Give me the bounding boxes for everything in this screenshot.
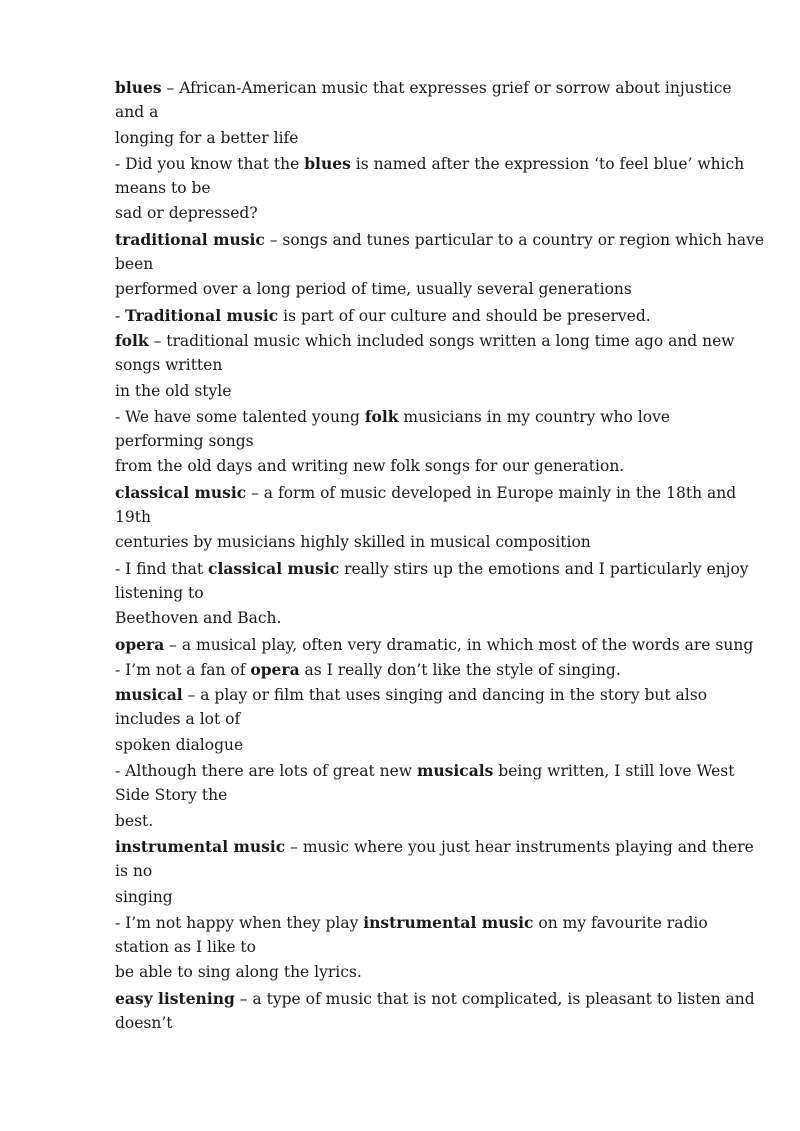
text-segment: musicians in my country who love bbox=[398, 407, 671, 426]
text-line bbox=[115, 328, 755, 353]
text-line bbox=[115, 885, 755, 910]
text-line bbox=[115, 910, 755, 935]
text-segment: is no bbox=[115, 862, 153, 881]
text-segment: being written, I still love West bbox=[493, 762, 735, 781]
text-segment: – a play or film that uses singing and dancing in the story but also bbox=[182, 686, 708, 705]
text-segment: Beethoven and Bach. bbox=[115, 609, 282, 628]
text-segment: – African-American music that expresses grief or sorrow about injustice bbox=[161, 79, 732, 97]
text-line bbox=[115, 227, 765, 252]
text-segment: be able to sing along the lyrics. bbox=[115, 963, 362, 982]
text-line bbox=[115, 379, 755, 404]
term-bold: blues bbox=[115, 78, 162, 97]
text-segment: sad or depressed? bbox=[115, 204, 258, 223]
text-line bbox=[115, 201, 755, 226]
text-segment: been bbox=[115, 255, 154, 274]
text-line bbox=[115, 176, 755, 201]
term-bold: musicals bbox=[416, 761, 494, 781]
text-segment: in the old style bbox=[115, 381, 232, 400]
text-line bbox=[115, 960, 755, 985]
term-bold: instrumental music bbox=[115, 836, 286, 856]
text-segment: – a musical play, often very dramatic, in which most of the words are sung bbox=[164, 635, 754, 654]
text-line bbox=[115, 353, 755, 378]
text-segment: - Did you know that the bbox=[115, 154, 305, 173]
text-line bbox=[115, 986, 755, 1011]
text-line bbox=[115, 126, 755, 151]
text-segment: - We have some talented young bbox=[115, 407, 365, 426]
term-bold: Traditional music bbox=[125, 305, 279, 325]
text-segment: is named after the expression ‘to feel blue’ which bbox=[350, 154, 745, 173]
text-line bbox=[115, 75, 755, 100]
text-segment: and a bbox=[115, 103, 159, 122]
text-segment: as I really don’t like the style of singing. bbox=[299, 660, 621, 679]
text-segment: - I find that bbox=[115, 559, 208, 578]
text-line bbox=[115, 530, 755, 555]
text-segment: on my favourite radio bbox=[533, 913, 708, 932]
text-line bbox=[115, 454, 755, 479]
text-line bbox=[115, 707, 755, 732]
text-line bbox=[115, 809, 755, 834]
text-segment: - I’m not happy when they play bbox=[115, 913, 364, 932]
text-segment: – a type of music that is not complicated, is pleasant to listen and bbox=[234, 989, 755, 1008]
text-line bbox=[115, 556, 755, 581]
term-bold: opera bbox=[250, 659, 300, 679]
text-segment: from the old days and writing new folk songs for our generation. bbox=[115, 457, 625, 476]
term-bold: classical music bbox=[208, 558, 340, 578]
term-bold: instrumental music bbox=[363, 912, 534, 932]
text-segment: includes a lot of bbox=[115, 710, 241, 729]
text-segment: best. bbox=[115, 811, 154, 830]
text-line bbox=[115, 733, 755, 758]
text-segment: station as I like to bbox=[115, 938, 256, 957]
term-bold: musical bbox=[115, 685, 183, 705]
text-line bbox=[115, 480, 755, 505]
text-segment: centuries by musicians highly skilled in musical composition bbox=[115, 533, 591, 552]
text-segment: 19th bbox=[115, 508, 151, 527]
term-bold: traditional music bbox=[115, 229, 265, 249]
term-bold: opera bbox=[115, 634, 165, 654]
text-segment: performed over a long period of time, usually several generations bbox=[115, 280, 632, 299]
term-bold: folk bbox=[364, 406, 399, 426]
text-line bbox=[115, 783, 755, 808]
text-line bbox=[115, 834, 755, 859]
text-segment: – a form of music developed in Europe mainly in the 18th and bbox=[246, 483, 737, 502]
term-bold: folk bbox=[115, 330, 149, 350]
term-bold: classical music bbox=[115, 482, 247, 502]
text-line bbox=[115, 859, 755, 884]
text-segment: singing bbox=[115, 887, 173, 906]
text-segment: – traditional music which included songs written a long time ago and new bbox=[148, 331, 735, 350]
text-line bbox=[115, 758, 755, 783]
text-line bbox=[115, 606, 755, 631]
text-line bbox=[115, 581, 755, 606]
text-line bbox=[115, 935, 755, 960]
text-segment: – music where you just hear instruments playing and there bbox=[285, 837, 754, 856]
text-segment: - I’m not a fan of bbox=[115, 660, 251, 679]
text-segment: Side Story the bbox=[115, 786, 228, 805]
term-bold: easy listening bbox=[115, 988, 235, 1008]
text-segment: - Although there are lots of great new bbox=[115, 762, 417, 781]
text-segment: doesn’t bbox=[115, 1013, 173, 1032]
text-segment: songs written bbox=[115, 356, 223, 375]
document-page bbox=[115, 75, 765, 1036]
text-line bbox=[115, 151, 755, 176]
text-line bbox=[115, 1011, 755, 1036]
text-segment: is part of our culture and should be preserved. bbox=[278, 306, 651, 325]
text-line bbox=[115, 505, 755, 530]
text-segment: - bbox=[115, 306, 126, 325]
text-segment: performing songs bbox=[115, 432, 254, 451]
text-line bbox=[115, 277, 755, 302]
text-segment: listening to bbox=[115, 583, 204, 602]
text-segment: really stirs up the emotions and I particularly enjoy bbox=[339, 559, 749, 578]
text-segment: means to be bbox=[115, 179, 211, 198]
text-line bbox=[115, 303, 755, 328]
text-segment: longing for a better life bbox=[115, 128, 299, 147]
text-line bbox=[115, 252, 755, 277]
text-segment: – songs and tunes particular to a country or region which have bbox=[264, 230, 765, 249]
text-line bbox=[115, 100, 755, 125]
text-line bbox=[115, 429, 755, 454]
text-line bbox=[115, 632, 755, 657]
term-bold: blues bbox=[304, 153, 351, 173]
text-line bbox=[115, 657, 755, 682]
text-line bbox=[115, 404, 755, 429]
text-segment: spoken dialogue bbox=[115, 735, 244, 754]
text-line bbox=[115, 682, 755, 707]
